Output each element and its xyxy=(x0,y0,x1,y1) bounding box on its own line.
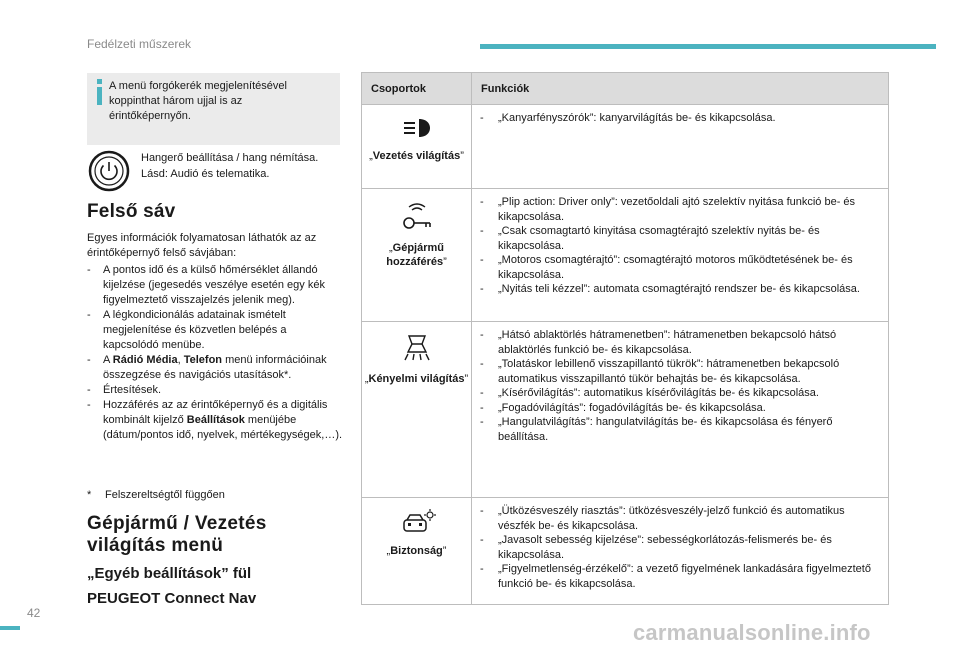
subheading-other-settings: „Egyéb beállítások” fül xyxy=(87,565,252,582)
page-number-accent xyxy=(0,626,20,630)
page-number: 42 xyxy=(27,606,41,620)
info-box-text: A menü forgókerék megjelenítésével koppinthat három ujjal is az érintőképernyőn. xyxy=(109,80,287,122)
watermark: carmanualsonline.info xyxy=(633,620,871,645)
list-item: - „Motoros csomagtérajtó”: csomagtérajtó motoros működtetésének be- és kikapcsolása. xyxy=(480,253,880,282)
table-row xyxy=(362,189,889,322)
list-item: - „Nyitás teli kézzel”: automata csomagtérajtó rendszer be- és kikapcsolása. xyxy=(480,282,880,297)
power-button-icon xyxy=(88,150,130,192)
functions-cell xyxy=(472,498,889,605)
list-item: - „Kísérővilágítás”: automatikus kísérővilágítás be- és kikapcsolása. xyxy=(480,386,880,401)
info-box xyxy=(87,73,340,145)
list-item: - „Javasolt sebesség kijelzése”: sebességkorlátozás-felismerés be- és kikapcsolása. xyxy=(480,533,880,562)
list-item: - A légkondicionálás adatainak ismételt megjelenítése és közvetlen belépés a kapcsolódó menübe. xyxy=(87,308,345,353)
page-header-title: Fedélzeti műszerek xyxy=(87,37,192,51)
table-header-row xyxy=(362,73,889,105)
headlight-icon xyxy=(399,115,435,141)
functions-cell xyxy=(472,322,889,498)
list-item: - „Fogadóvilágítás”: fogadóvilágítás be- és kikapcsolása. xyxy=(480,401,880,416)
list-item: - „Kanyarfényszórók”: kanyarvilágítás be- és kikapcsolása. xyxy=(480,111,880,126)
list-item: - „Tolatáskor lebillenő visszapillantó tükrök”: hátramenetben bekapcsoló automatikus visszapillantó tükör behajtás be- és kikapcsolása. xyxy=(480,357,880,386)
functions-cell xyxy=(472,189,889,322)
list-item: - „Ütközésveszély riasztás”: ütközésveszély-jelző funkció és automatikus vészfék be- és kikapcsolása. xyxy=(480,504,880,533)
group-cell: „Biztonság” xyxy=(362,498,472,605)
info-icon xyxy=(95,79,104,105)
group-cell: „Gépjármű hozzáférés” xyxy=(362,189,472,322)
volume-description: Hangerő beállítása / hang némítása. Lásd: Audió és telematika. xyxy=(141,152,319,180)
list-item: - „Csak csomagtartó kinyitása csomagtérajtó szelektív nyitás be- és kikapcsolása. xyxy=(480,224,880,253)
section-heading-menu: Gépjármű / Vezetés világítás menü xyxy=(87,513,267,556)
functions-table xyxy=(361,72,889,605)
group-cell: „Kényelmi világítás” xyxy=(362,322,472,498)
list-item: - „Hangulatvilágítás”: hangulatvilágítás be- és kikapcsolása és fényerő beállítása. xyxy=(480,415,880,444)
table-row xyxy=(362,105,889,189)
table-row xyxy=(362,322,889,498)
functions-cell xyxy=(472,105,889,189)
column-header-groups: Csoportok xyxy=(362,73,472,105)
list-item: - A Rádió Média, Telefon menü információinak összegzése és navigációs utasítások*. xyxy=(87,353,345,383)
key-icon xyxy=(398,199,436,233)
list-item: - Értesítések. xyxy=(87,383,345,398)
subheading-connect-nav: PEUGEOT Connect Nav xyxy=(87,590,257,607)
list-item: - „Plip action: Driver only”: vezetőoldali ajtó szelektív nyitása funkció be- és kikapcsolása. xyxy=(480,195,880,224)
header-accent-rule xyxy=(480,44,936,49)
table-row xyxy=(362,498,889,605)
top-bar-bullet-list xyxy=(87,263,345,443)
footnote: * Felszereltségtől függően xyxy=(87,489,225,501)
list-item: - „Hátsó ablaktörlés hátramenetben”: hátramenetben bekapcsoló hátsó ablaktörlés funkció be- és kikapcsolása. xyxy=(480,328,880,357)
column-header-functions: Funkciók xyxy=(472,73,889,105)
group-cell: „Vezetés világítás” xyxy=(362,105,472,189)
list-item: - A pontos idő és a külső hőmérséklet állandó kijelzése (jegesedés veszélye esetén egy kék figyelmeztető visszajelzés jelenik meg). xyxy=(87,263,345,308)
safety-car-icon xyxy=(398,508,436,536)
section-heading-top-bar: Felső sáv xyxy=(87,201,176,222)
top-bar-intro: Egyes információk folyamatosan láthatók az az érintőképernyő felső sávjában: xyxy=(87,232,317,259)
list-item: - Hozzáférés az az érintőképernyő és a digitális kombinált kijelző Beállítások menüjébe (dátum/pontos idő, nyelvek, mértékegységek,…). xyxy=(87,398,345,443)
list-item: - „Figyelmetlenség-érzékelő”: a vezető figyelmének lankadására figyelmeztető funkció be- és kikapcsolása. xyxy=(480,562,880,591)
comfort-light-icon xyxy=(399,332,435,364)
